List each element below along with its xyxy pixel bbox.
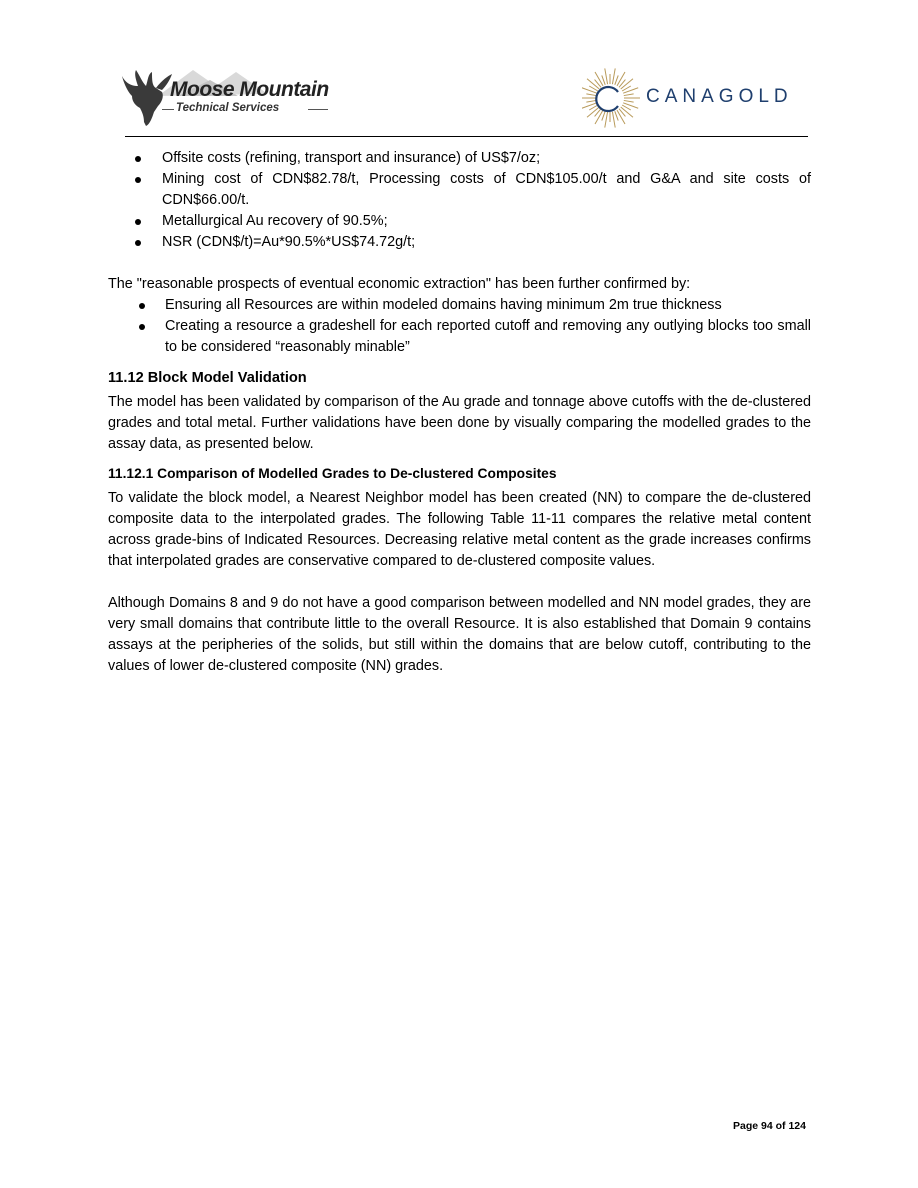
sunburst-ray — [587, 79, 599, 89]
sunburst-ray — [602, 111, 605, 120]
nn-paragraph: To validate the block model, a Nearest Neighbor model has been created (NN) to compare the de-clustered composite data to the interpolated grades. The following Table 11-11 compares the relative metal content across grade-bins of Indicated Resources. Decreasing relative metal content as the grade increases confirms that interpolated grades are conservative compared to de-clustered composite values. — [108, 490, 811, 569]
sunburst-ray — [617, 72, 625, 86]
moose-mountain-logo — [118, 66, 348, 128]
cost-assumptions-list — [108, 148, 811, 253]
bullet-icon — [135, 156, 141, 162]
validation-paragraph: The model has been validated by comparison of the Au grade and tonnage above cutoffs with the de-clustered grades and total metal. Further validations have been done by visually comparing the modelled grades to the assay data, as presented below. — [108, 394, 811, 452]
sunburst-ray — [605, 112, 608, 128]
page-number: Page 94 of 124 — [733, 1120, 806, 1132]
sunburst-ray — [605, 68, 608, 84]
bullet-icon — [139, 303, 145, 309]
sunburst-ray — [621, 79, 633, 89]
canagold-wordmark: CANAGOLD — [646, 86, 793, 107]
bullet-icon — [135, 240, 141, 246]
bullet-icon — [135, 219, 141, 225]
subsection-heading: 11.12.1 Comparison of Modelled Grades to De-clustered Composites — [108, 466, 557, 481]
list-item: Metallurgical Au recovery of 90.5%; — [108, 211, 811, 232]
logo-rule-right — [308, 109, 328, 110]
bullet-icon — [135, 177, 141, 183]
logo-title: Moose Mountain — [170, 78, 329, 101]
logo-rule-left — [162, 109, 174, 110]
sunburst-ray — [587, 107, 599, 117]
sunburst-ray — [595, 110, 603, 124]
sunburst-ray — [602, 75, 605, 84]
logo-subtitle: Technical Services — [176, 102, 280, 114]
sunburst-ray — [586, 100, 596, 102]
sunburst-ray — [595, 72, 603, 86]
sunburst-ray — [612, 68, 615, 84]
page-body — [108, 148, 811, 677]
sunburst-ray — [624, 100, 634, 102]
sunburst-ray — [617, 110, 625, 124]
list-item: Ensuring all Resources are within modeled domains having minimum 2m true thickness — [108, 295, 811, 316]
sunburst-ray — [615, 111, 618, 120]
sunburst-ray — [621, 107, 633, 117]
list-item: Mining cost of CDN$82.78/t, Processing costs of CDN$105.00/t and G&A and site costs of CDN$66.00/t. — [108, 169, 811, 211]
canagold-logo — [582, 64, 812, 132]
list-item: Creating a resource a gradeshell for each reported cutoff and removing any outlying blocks too small to be considered “reasonably minable” — [108, 316, 811, 358]
sunburst-ray — [624, 94, 634, 96]
domains-paragraph: Although Domains 8 and 9 do not have a good comparison between modelled and NN model grades, they are very small domains that contribute little to the overall Resource. It is also established that Domain 9 contains assays at the peripheries of the solids, but still within the domains that are below cutoff, contributing to the values of lower de-clustered composite (NN) grades. — [108, 595, 811, 674]
spacer — [108, 253, 811, 274]
sunburst-icon — [582, 64, 642, 132]
sunburst-ray — [612, 112, 615, 128]
bullet-icon — [139, 324, 145, 330]
spacer — [108, 572, 811, 593]
section-heading: 11.12 Block Model Validation — [108, 370, 307, 386]
page-header — [0, 0, 918, 140]
header-divider — [125, 136, 808, 137]
list-item: NSR (CDN$/t)=Au*90.5%*US$74.72g/t; — [108, 232, 811, 253]
sunburst-ray — [586, 94, 596, 96]
list-item: Offsite costs (refining, transport and insurance) of US$7/oz; — [108, 148, 811, 169]
confirmation-paragraph: The "reasonable prospects of eventual economic extraction" has been further confirmed by: — [108, 276, 691, 292]
confirmation-list — [108, 295, 811, 358]
sunburst-ray — [615, 75, 618, 84]
